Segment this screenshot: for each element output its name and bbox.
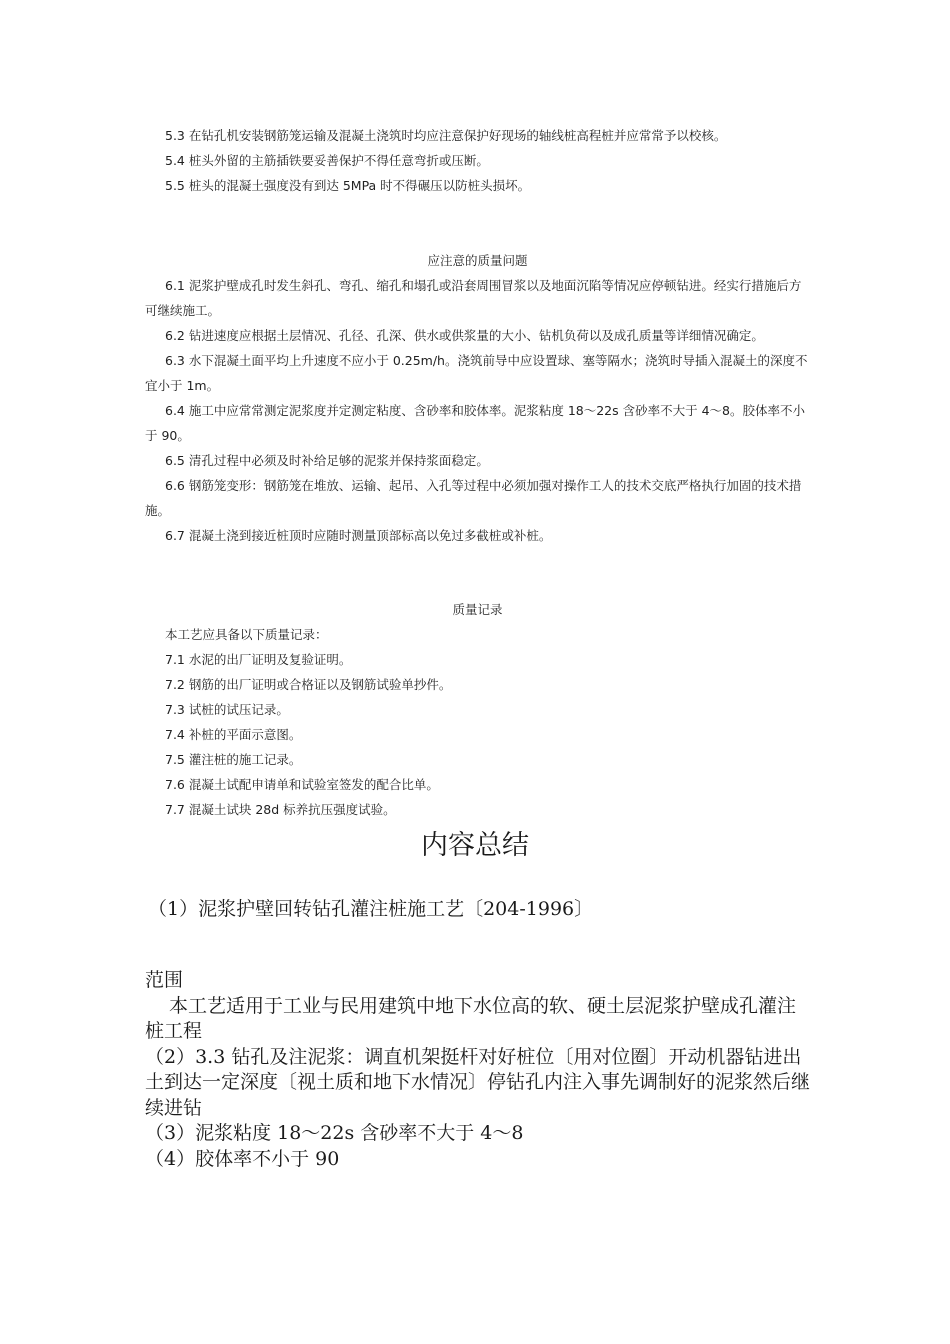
summary-point-3: （3）泥浆粘度 18～22s 含砂率不大于 4～8 xyxy=(145,1122,524,1144)
summary-title: 内容总结 xyxy=(421,830,529,861)
summary-point-2: （2）3.3 钻孔及注泥浆：调直机架挺杆对好桩位〔用对位圈〕开动机器钻进出土到达一定深度〔视土质和地下水情况〕停钻孔内注入事先调制好的泥浆然后继续进钻 xyxy=(145,1045,811,1119)
section-5-block xyxy=(145,123,810,198)
section-7-block xyxy=(145,597,810,822)
scope-text: 本工艺适用于工业与民用建筑中地下水位高的软、硬土层泥浆护壁成孔灌注桩工程 xyxy=(145,994,797,1042)
clause-6-6: 6.6 钢筋笼变形：钢筋笼在堆放、运输、起吊、入孔等过程中必须加强对操作工人的技术交底严格执行加固的技术措施。 xyxy=(145,478,802,518)
section-7-heading: 质量记录 xyxy=(452,602,503,617)
clause-6-5: 6.5 清孔过程中必须及时补给足够的泥浆并保持浆面稳定。 xyxy=(165,453,489,468)
section-6-heading: 应注意的质量问题 xyxy=(427,253,528,268)
clause-5-3: 5.3 在钻孔机安装钢筋笼运输及混凝土浇筑时均应注意保护好现场的轴线桩高程桩并应常常予以校核。 xyxy=(165,128,727,143)
clause-6-4: 6.4 施工中应常常测定泥浆度并定测定粘度、含砂率和胶体率。泥浆粘度 18～22s 含砂率不大于 4～8。胶体率不小于 90。 xyxy=(145,403,806,443)
record-7-2: 7.2 钢筋的出厂证明或合格证以及钢筋试验单抄件。 xyxy=(165,677,452,692)
clause-6-7: 6.7 混凝土浇到接近桩顶时应随时测量顶部标高以免过多截桩或补桩。 xyxy=(165,528,552,543)
summary-subtitle: （1）泥浆护壁回转钻孔灌注桩施工艺〔204-1996〕 xyxy=(148,898,594,920)
record-7-7: 7.7 混凝土试块 28d 标养抗压强度试验。 xyxy=(165,802,396,817)
scope-label: 范围 xyxy=(145,969,184,991)
clause-6-2: 6.2 钻进速度应根据土层情况、孔径、孔深、供水或供浆量的大小、钻机负荷以及成孔质量等详细情况确定。 xyxy=(165,328,764,343)
record-7-6: 7.6 混凝土试配申请单和试验室签发的配合比单。 xyxy=(165,777,439,792)
summary-point-4: （4）胶体率不小于 90 xyxy=(145,1147,340,1170)
section-6-block xyxy=(145,248,810,548)
clause-5-5: 5.5 桩头的混凝土强度没有到达 5MPa 时不得碾压以防桩头损坏。 xyxy=(165,178,531,193)
clause-6-3: 6.3 水下混凝土面平均上升速度不应小于 0.25m/h。浇筑前导中应设置球、塞等隔水；浇筑时导插入混凝土的深度不宜小于 1m。 xyxy=(145,353,808,393)
summary-body xyxy=(145,968,810,1172)
record-7-5: 7.5 灌注桩的施工记录。 xyxy=(165,752,302,767)
clause-6-1: 6.1 泥浆护壁成孔时发生斜孔、弯孔、缩孔和塌孔或沿套周围冒浆以及地面沉陷等情况应停顿钻进。经实行措施后方可继续施工。 xyxy=(145,278,802,318)
record-7-4: 7.4 补桩的平面示意图。 xyxy=(165,727,302,742)
record-7-1: 7.1 水泥的出厂证明及复验证明。 xyxy=(165,652,352,667)
record-7-3: 7.3 试桩的试压记录。 xyxy=(165,702,289,717)
clause-5-4: 5.4 桩头外留的主筋插铁要妥善保护不得任意弯折或压断。 xyxy=(165,153,489,168)
section-7-intro: 本工艺应具备以下质量记录： xyxy=(165,627,328,642)
